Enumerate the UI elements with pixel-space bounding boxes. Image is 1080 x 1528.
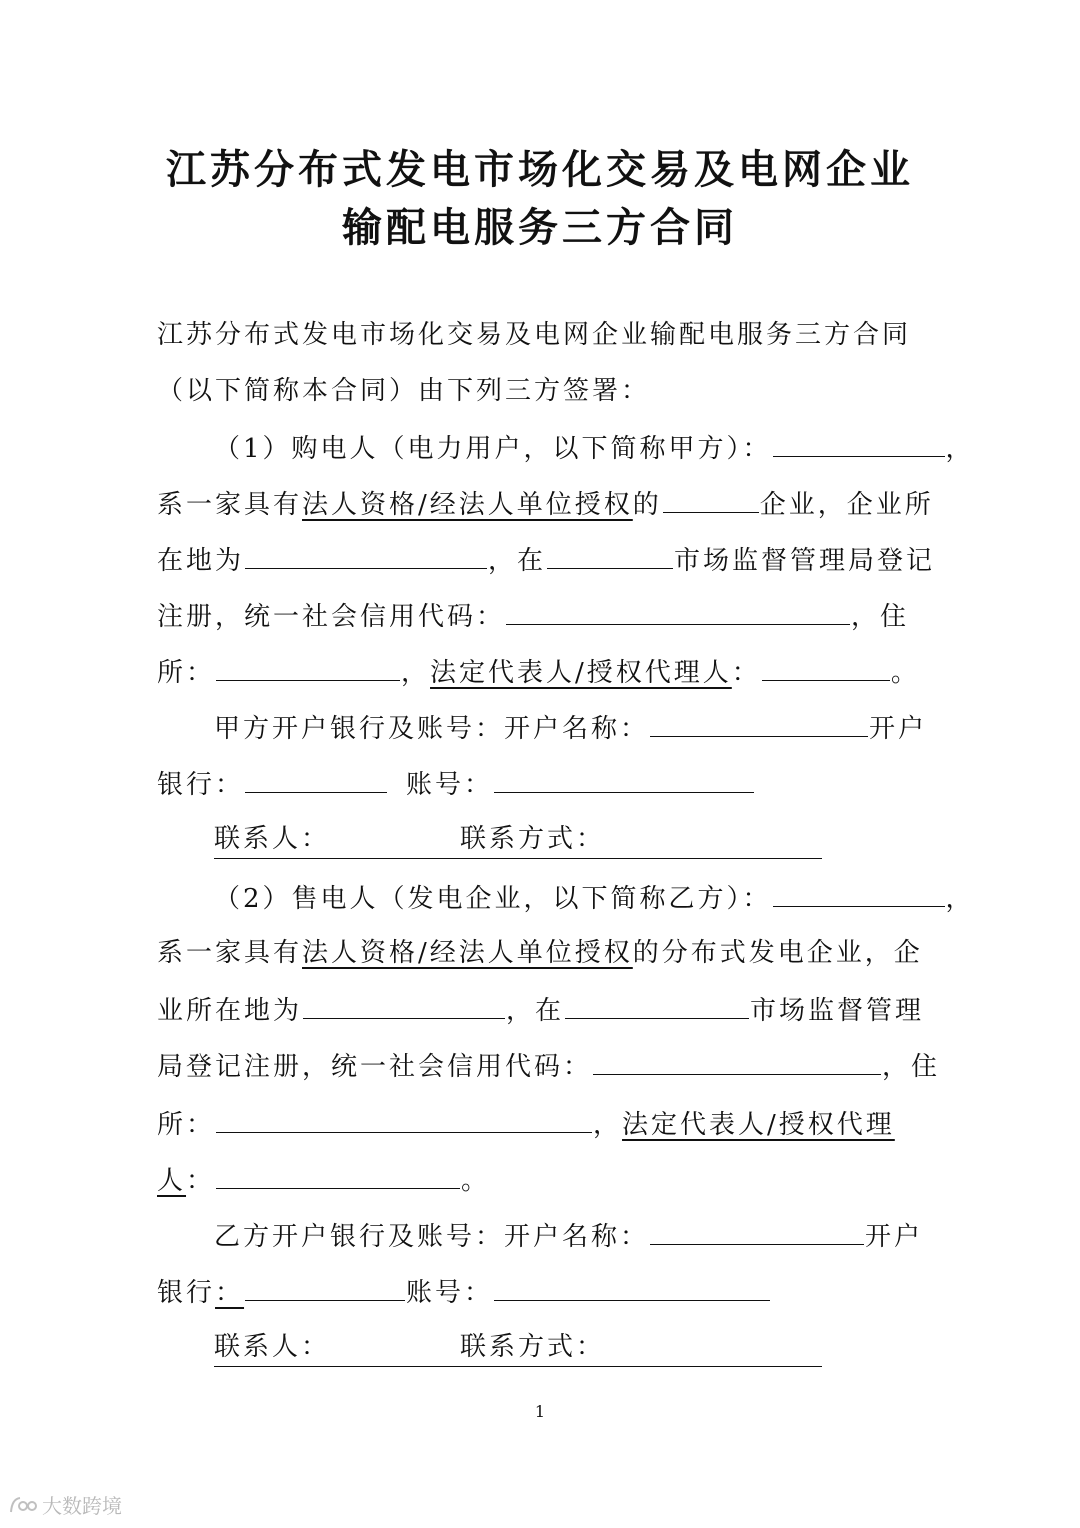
buyer-bank-blank[interactable]: [245, 766, 387, 793]
party-b-bank-line-1: 乙方开户银行及账号：开户名称： 开户: [214, 1218, 923, 1254]
party-b-contact-line: [214, 1330, 822, 1367]
party-b-line-1: （2）售电人（发电企业，以下简称乙方）： ，: [214, 880, 975, 916]
party-a-line-2: 系一家具有法人资格/经法人单位授权的 企业，企业所: [157, 486, 934, 522]
intro-line-2: （以下简称本合同）由下列三方签署：: [157, 376, 651, 406]
seller-location-blank[interactable]: [303, 992, 505, 1019]
seller-representative-blank[interactable]: [216, 1162, 460, 1189]
intro-line-1: 江苏分布式发电市场化交易及电网企业输配电服务三方合同: [157, 320, 912, 350]
party-b-bank-line-2: 银行： 账号：: [157, 1274, 771, 1310]
seller-credit-code-blank[interactable]: [593, 1048, 881, 1075]
party-a-line-3: 在地为 ，在 市场监督管理局登记: [157, 542, 935, 578]
contract-title-line-1: 江苏分布式发电市场化交易及电网企业: [166, 147, 914, 193]
party-b-line-4: 局登记注册，统一社会信用代码： ，住: [157, 1048, 940, 1084]
watermark-logo-icon: [8, 1494, 38, 1516]
buyer-name-blank[interactable]: [773, 430, 945, 457]
buyer-enterprise-type-blank[interactable]: [663, 486, 759, 513]
buyer-location-blank[interactable]: [245, 542, 487, 569]
party-b-line-2: 系一家具有法人资格/经法人单位授权的分布式发电企业，企: [157, 938, 923, 968]
party-a-line-1: （1）购电人（电力用户，以下简称甲方）： ，: [214, 430, 975, 466]
party-a-bank-line-1: 甲方开户银行及账号：开户名称： 开户: [214, 710, 927, 746]
party-a-line-5: 所： ，法定代表人/授权代理人： 。: [157, 654, 920, 690]
buyer-credit-code-blank[interactable]: [506, 598, 850, 625]
contract-title-line-2: 输配电服务三方合同: [342, 205, 738, 251]
buyer-account-number-blank[interactable]: [494, 766, 754, 793]
party-a-line-4: 注册，统一社会信用代码： ，住: [157, 598, 909, 634]
watermark: [8, 1490, 122, 1519]
seller-registration-bureau-blank[interactable]: [565, 992, 749, 1019]
seller-account-name-blank[interactable]: [650, 1218, 864, 1245]
seller-name-blank[interactable]: [773, 880, 945, 907]
watermark-text: 大数跨境: [42, 1494, 122, 1518]
buyer-contact-field[interactable]: 联系人： 联系方式：: [214, 822, 822, 859]
seller-bank-blank[interactable]: [245, 1274, 405, 1301]
party-a-contact-line: [214, 822, 822, 859]
buyer-registration-bureau-blank[interactable]: [547, 542, 673, 569]
party-a-bank-line-2: 银行： 账号：: [157, 766, 755, 802]
seller-address-blank[interactable]: [216, 1106, 592, 1133]
party-b-line-3: 业所在地为 ，在 市场监督管理: [157, 992, 924, 1028]
page-number: 1: [534, 1402, 546, 1421]
seller-account-number-blank[interactable]: [494, 1274, 770, 1301]
buyer-representative-blank[interactable]: [762, 654, 890, 681]
party-b-line-6: 人： 。: [157, 1162, 490, 1198]
buyer-address-blank[interactable]: [216, 654, 400, 681]
buyer-account-name-blank[interactable]: [650, 710, 868, 737]
party-b-line-5: 所： ，法定代表人/授权代理: [157, 1106, 895, 1142]
seller-contact-field[interactable]: 联系人： 联系方式：: [214, 1330, 822, 1367]
